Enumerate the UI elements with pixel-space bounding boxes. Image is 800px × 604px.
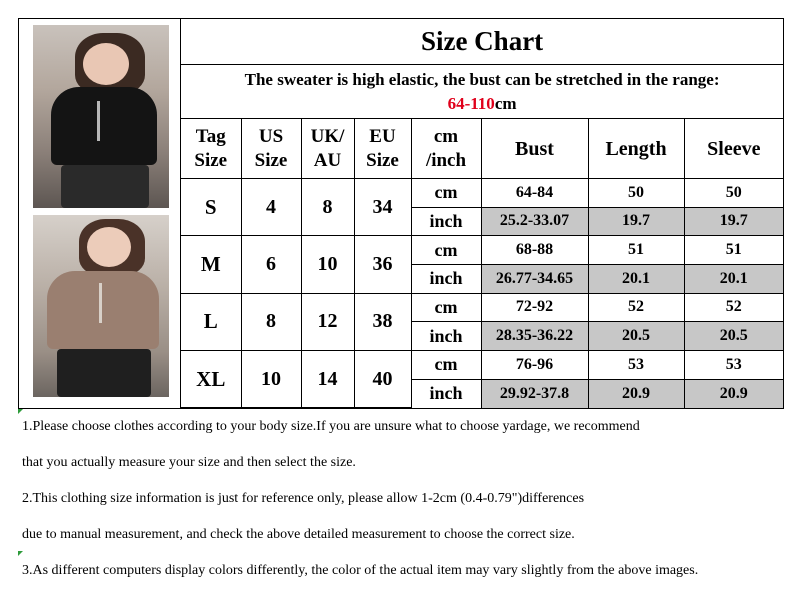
bust-range-unit: cm: [494, 93, 517, 113]
us-size-cell: 4: [241, 178, 301, 235]
sleeve-inch-cell: 20.9: [684, 379, 783, 407]
uk-au-size-cell: 8: [301, 178, 354, 235]
sleeve-cm-cell: 53: [684, 351, 783, 380]
chart-title: Size Chart: [181, 19, 783, 65]
header-uk-au: UK/ AU: [301, 119, 354, 178]
header-eu-size: EU Size: [354, 119, 411, 178]
us-size-cell: 8: [241, 293, 301, 350]
unit-cm-cell: cm: [411, 236, 481, 265]
size-row-s-cm: [181, 178, 783, 207]
uk-au-size-cell: 12: [301, 293, 354, 350]
eu-size-cell: 36: [354, 236, 411, 293]
product-photos: [19, 19, 180, 408]
header-length: Length: [588, 119, 684, 178]
unit-inch-cell: inch: [411, 264, 481, 293]
bust-cm-cell: 72-92: [481, 293, 588, 322]
bust-range-value: 64-110: [447, 93, 495, 113]
unit-inch-cell: inch: [411, 207, 481, 236]
sleeve-cm-cell: 52: [684, 293, 783, 322]
unit-cm-cell: cm: [411, 293, 481, 322]
sleeve-inch-cell: 20.5: [684, 322, 783, 351]
product-photo-brown-sweater: [33, 215, 169, 397]
header-sleeve: Sleeve: [684, 119, 783, 178]
unit-cm-cell: cm: [411, 351, 481, 380]
us-size-cell: 6: [241, 236, 301, 293]
eu-size-cell: 34: [354, 178, 411, 235]
size-row-l-cm: [181, 293, 783, 322]
note-line-2: that you actually measure your size and then select the size.: [22, 455, 356, 470]
bust-inch-cell: 29.92-37.8: [481, 379, 588, 407]
elasticity-note-text: The sweater is high elastic, the bust can be stretched in the range:: [244, 69, 720, 89]
bust-cm-cell: 64-84: [481, 178, 588, 207]
sleeve-inch-cell: 20.1: [684, 264, 783, 293]
length-inch-cell: 19.7: [588, 207, 684, 236]
eu-size-cell: 40: [354, 351, 411, 408]
product-photo-black-sweater: [33, 25, 169, 208]
note-line-5: 3.As different computers display colors differently, the color of the actual item may vary slightly from the above images.: [22, 563, 699, 578]
length-inch-cell: 20.9: [588, 379, 684, 407]
table-header-row: [181, 119, 783, 178]
uk-au-size-cell: 14: [301, 351, 354, 408]
length-cm-cell: 53: [588, 351, 684, 380]
corner-mark: [18, 409, 23, 414]
elasticity-note: [181, 65, 783, 119]
bust-inch-cell: 28.35-36.22: [481, 322, 588, 351]
bust-inch-cell: 25.2-33.07: [481, 207, 588, 236]
note-line-1: 1.Please choose clothes according to your body size.If you are unsure what to choose yardage, we recommend: [22, 419, 640, 434]
uk-au-size-cell: 10: [301, 236, 354, 293]
tag-size-cell: S: [181, 178, 241, 235]
header-cm-inch: cm /inch: [411, 119, 481, 178]
size-chart-frame: [18, 18, 784, 409]
length-inch-cell: 20.1: [588, 264, 684, 293]
sleeve-inch-cell: 19.7: [684, 207, 783, 236]
tag-size-cell: L: [181, 293, 241, 350]
length-cm-cell: 50: [588, 178, 684, 207]
size-row-m-cm: [181, 236, 783, 265]
tag-size-cell: M: [181, 236, 241, 293]
us-size-cell: 10: [241, 351, 301, 408]
bust-inch-cell: 26.77-34.65: [481, 264, 588, 293]
corner-mark: [18, 551, 23, 556]
length-cm-cell: 52: [588, 293, 684, 322]
sleeve-cm-cell: 51: [684, 236, 783, 265]
bust-cm-cell: 68-88: [481, 236, 588, 265]
sleeve-cm-cell: 50: [684, 178, 783, 207]
unit-inch-cell: inch: [411, 322, 481, 351]
header-us-size: US Size: [241, 119, 301, 178]
header-tag-size: Tag Size: [181, 119, 241, 178]
tag-size-cell: XL: [181, 351, 241, 408]
bust-cm-cell: 76-96: [481, 351, 588, 380]
note-line-4: due to manual measurement, and check the above detailed measurement to choose the correct size.: [22, 527, 575, 542]
unit-inch-cell: inch: [411, 379, 481, 407]
length-inch-cell: 20.5: [588, 322, 684, 351]
length-cm-cell: 51: [588, 236, 684, 265]
unit-cm-cell: cm: [411, 178, 481, 207]
header-bust: Bust: [481, 119, 588, 178]
note-line-3: 2.This clothing size information is just for reference only, please allow 1-2cm (0.4-0.79")differences: [22, 491, 585, 506]
eu-size-cell: 38: [354, 293, 411, 350]
size-table: [181, 19, 783, 408]
size-row-xl-cm: [181, 351, 783, 380]
